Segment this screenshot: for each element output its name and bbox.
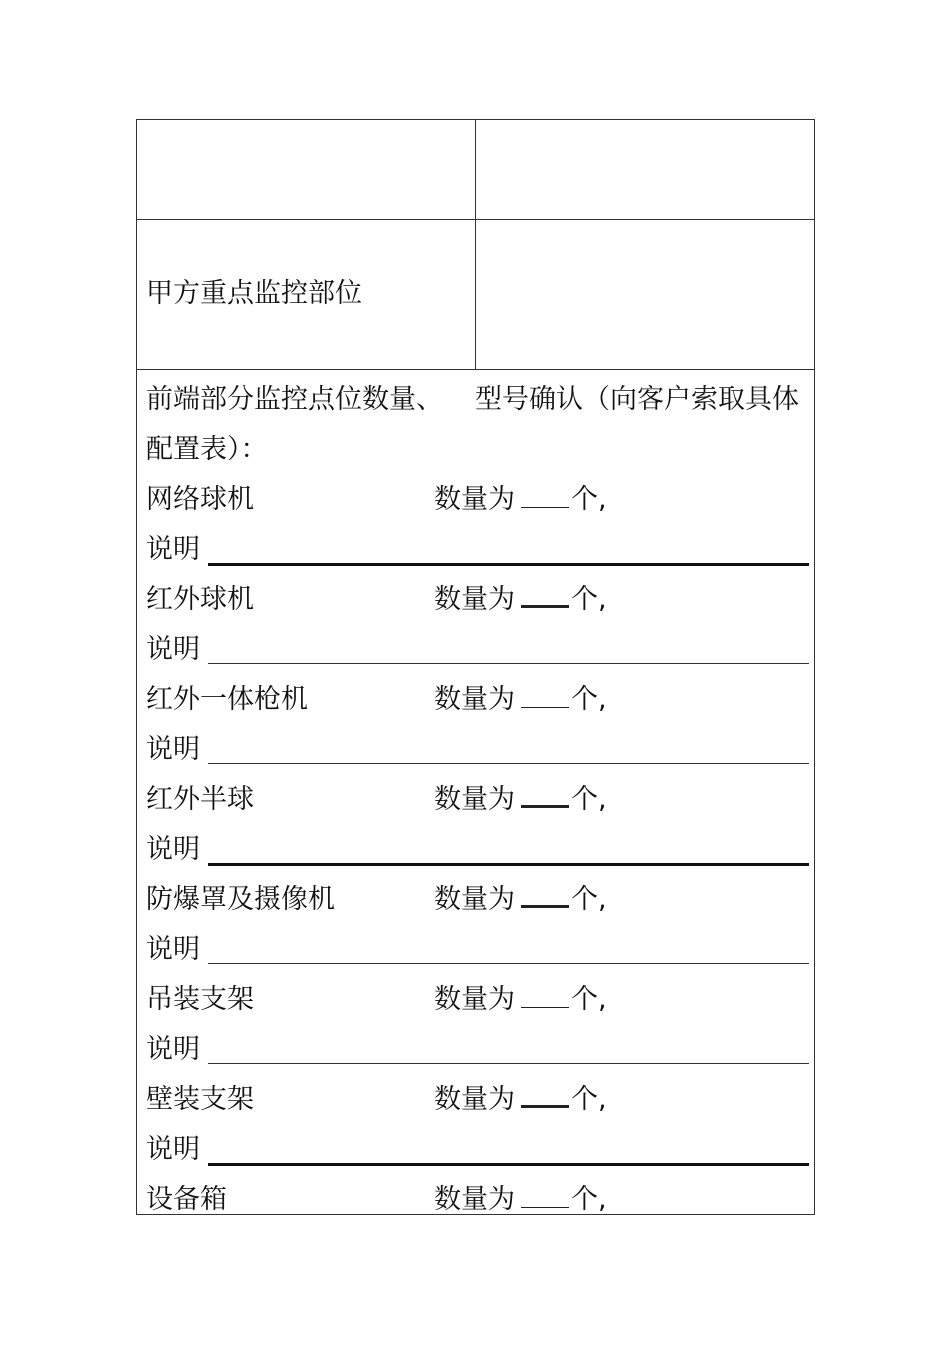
device-name: 网络球机 <box>146 484 254 515</box>
quantity-field <box>434 475 607 525</box>
quantity-unit: 个, <box>571 1184 607 1215</box>
quantity-field <box>434 675 607 725</box>
quantity-unit: 个, <box>571 1084 607 1115</box>
device-row <box>146 475 806 525</box>
device-row <box>146 1175 806 1225</box>
device-name: 红外一体枪机 <box>146 684 308 715</box>
description-row <box>146 1125 806 1175</box>
quantity-field <box>434 1075 607 1125</box>
description-row <box>146 925 806 975</box>
description-blank-line[interactable] <box>208 963 809 964</box>
quantity-blank[interactable] <box>521 885 569 908</box>
description-row <box>146 825 806 875</box>
row-divider <box>137 369 814 370</box>
quantity-unit: 个, <box>571 984 607 1015</box>
device-name: 防爆罩及摄像机 <box>146 884 335 915</box>
quantity-blank[interactable] <box>521 785 569 808</box>
device-row <box>146 875 806 925</box>
quantity-field <box>434 775 607 825</box>
description-label: 说明 <box>146 734 200 765</box>
description-blank-line[interactable] <box>208 763 809 764</box>
intro-text-part2: 型号确认（向客户索取具体配置表）： <box>146 384 799 465</box>
device-name: 壁装支架 <box>146 1084 254 1115</box>
quantity-blank[interactable] <box>521 1085 569 1108</box>
device-name: 设备箱 <box>146 1184 227 1215</box>
quantity-label: 数量为 <box>434 984 515 1015</box>
device-name: 吊装支架 <box>146 984 254 1015</box>
quantity-field <box>434 975 607 1025</box>
device-row <box>146 675 806 725</box>
description-label: 说明 <box>146 1134 200 1165</box>
device-name: 红外球机 <box>146 584 254 615</box>
description-label: 说明 <box>146 634 200 665</box>
description-blank-line[interactable] <box>208 1063 809 1064</box>
quantity-unit: 个, <box>571 484 607 515</box>
quantity-blank[interactable] <box>521 987 569 1008</box>
quantity-field <box>434 875 607 925</box>
quantity-label: 数量为 <box>434 684 515 715</box>
intro-text-part1: 前端部分监控点位数量、 <box>146 384 443 415</box>
quantity-blank[interactable] <box>521 585 569 608</box>
description-blank-line[interactable] <box>208 1163 809 1166</box>
device-row <box>146 975 806 1025</box>
description-row <box>146 725 806 775</box>
quantity-blank[interactable] <box>521 687 569 708</box>
front-end-intro <box>146 375 801 475</box>
row-divider <box>137 219 814 220</box>
quantity-label: 数量为 <box>434 1084 515 1115</box>
quantity-blank[interactable] <box>521 487 569 508</box>
quantity-label: 数量为 <box>434 484 515 515</box>
column-divider <box>475 120 476 369</box>
quantity-unit: 个, <box>571 584 607 615</box>
device-row <box>146 775 806 825</box>
description-label: 说明 <box>146 934 200 965</box>
device-row <box>146 1075 806 1125</box>
description-blank-line[interactable] <box>208 563 809 566</box>
quantity-unit: 个, <box>571 684 607 715</box>
description-blank-line[interactable] <box>208 863 809 866</box>
description-row <box>146 525 806 575</box>
quantity-label: 数量为 <box>434 784 515 815</box>
quantity-blank[interactable] <box>521 1187 569 1208</box>
description-blank-line[interactable] <box>208 663 809 664</box>
device-list <box>146 475 806 1225</box>
description-label: 说明 <box>146 834 200 865</box>
quantity-unit: 个, <box>571 784 607 815</box>
description-row <box>146 1025 806 1075</box>
requirements-form-table <box>136 119 815 1215</box>
quantity-label: 数量为 <box>434 884 515 915</box>
quantity-field <box>434 1175 607 1225</box>
key-monitoring-area-label: 甲方重点监控部位 <box>146 278 362 309</box>
device-name: 红外半球 <box>146 784 254 815</box>
quantity-label: 数量为 <box>434 1184 515 1215</box>
description-label: 说明 <box>146 534 200 565</box>
description-label: 说明 <box>146 1034 200 1065</box>
quantity-unit: 个, <box>571 884 607 915</box>
quantity-field <box>434 575 607 625</box>
device-row <box>146 575 806 625</box>
quantity-label: 数量为 <box>434 584 515 615</box>
description-row <box>146 625 806 675</box>
